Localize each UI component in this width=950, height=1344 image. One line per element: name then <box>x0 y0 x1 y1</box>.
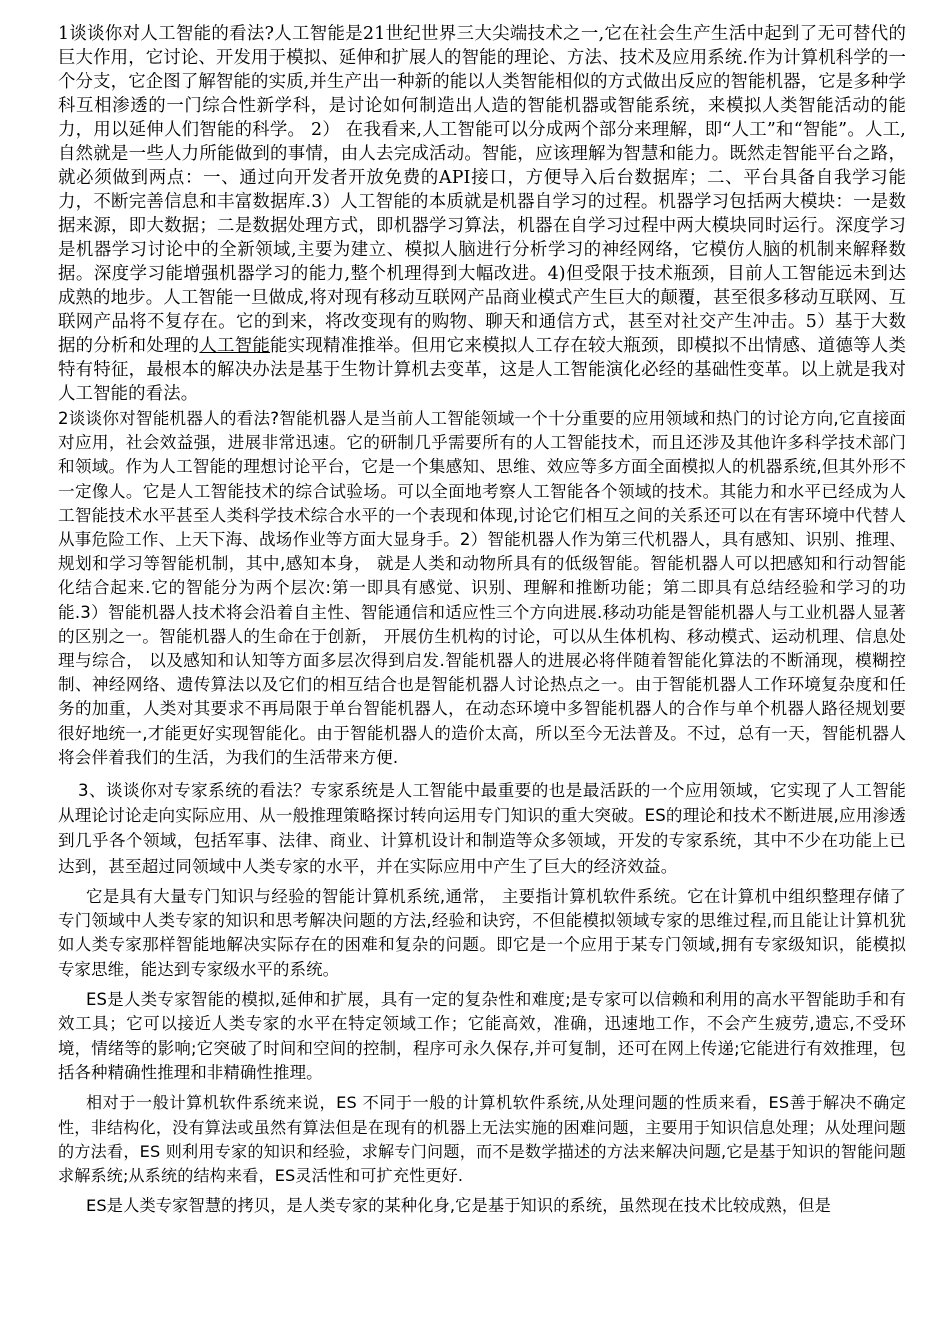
paragraph-intelligent-robot: 2谈谈你对智能机器人的看法?智能机器人是当前人工智能领域一个十分重要的应用领域和热门的讨论方向,它直接面对应用，社会效益强，进展非常迅速。它的研制几乎需要所有的人工智能技术，而且还涉及其他许多科学技术部门和领域。作为人工智能的理想讨论平台，它是一个集感知、思维、效应等多方面全面模拟人的机器系统,但其外形不一定像人。它是人工智能技术的综合试验场。可以全面地考察人工智能各个领域的技术。其能力和水平已经成为人工智能技术水平甚至人类科学技术综合水平的一个表现和体现,讨论它们相互之间的关系还可以在有害环境中代替人从事危险工作、上天下海、战场作业等方面大显身手。2）智能机器人作为第三代机器人，具有感知、识别、推理、规划和学习等智能机制，其中,感知本身， 就是人类和动物所具有的低级智能。智能机器人可以把感知和行动智能化结合起来.它的智能分为两个层次:第一即具有感觉、识别、理解和推断功能；第二即具有总结经验和学习的功能.3）智能机器人技术将会沿着自主性、智能通信和适应性三个方向进展.移动功能是智能机器人与工业机器人显著的区别之一。智能机器人的生命在于创新， 开展仿生机构的讨论，可以从生体机构、移动模式、运动机理、信息处理与综合， 以及感知和认知等方面多层次得到启发.智能机器人的进展必将伴随着智能化算法的不断涌现，模糊控制、神经网络、遗传算法以及它们的相互结合也是智能机器人讨论热点之一。由于智能机器人工作环境复杂度和任务的加重，人类对其要求不再局限于单台智能机器人，在动态环境中多智能机器人的合作与单个机器人路径规划要很好地统一,才能更好实现智能化。由于智能机器人的造价太高，所以至今无法普及。不过，总有一天，智能机器人将会伴着我们的生活，为我们的生活带来方便. <box>58 409 906 767</box>
paragraph-text: 能实现精准推举。但用它来模拟人工存在较大瓶颈，即模拟不出情感、道德等人类特有特征，最根本的解决办法是基于生物计算机去变革，这是人工智能演化必经的基础性变革。以上就是我对人工智能的看法。 <box>58 336 907 404</box>
paragraph-es-copy: ES是人类专家智慧的拷贝，是人类专家的某种化身,它是基于知识的系统，虽然现在技术比较成熟，但是 <box>86 1196 831 1216</box>
ai-link[interactable]: 人工智能 <box>199 336 271 356</box>
paragraph-es-characteristics: ES是人类专家智能的模拟,延伸和扩展，具有一定的复杂性和难度;是专家可以信赖和利用的高水平智能助手和有效工具；它可以接近人类专家的水平在特定领域工作；它能高效，准确，迅速地工作，不会产生疲劳,遗忘,不受环境，情绪等的影响;它突破了时间和空间的控制，程序可永久保存,并可复制，还可在网上传递;它能进行有效推理，包括各种精确性推理和非精确性推理。 <box>58 990 906 1082</box>
paragraph-text: 1谈谈你对人工智能的看法?人工智能是21世纪世界三大尖端技术之一,它在社会生产生活中起到了无可替代的巨大作用，它讨论、开发用于模拟、延伸和扩展人的智能的理论、方法、技术及应用系统.作为计算机科学的一个分支，它企图了解智能的实质,并生产出一种新的能以人类智能相似的方式做出反应的智能机器，它是多种学科互相渗透的一门综合性新学科，是讨论如何制造出人造的智能机器或智能系统，来模拟人类智能活动的能力，用以延伸人们智能的科学。 2） 在我看来,人工智能可以分成两个部分来理解，即“人工”和“智能”。人工,自然就是一些人力所能做到的事情，由人去完成活动。智能，应该理解为智慧和能力。既然走智能平台之路，就必须做到两点：一、通过向开发者开放免费的API接口，方便导入后台数据库；二、平台具备自我学习能力，不断完善信息和丰富数据库.3）人工智能的本质就是机器自学习的过程。机器学习包括两大模块：一是数据来源，即大数据；二是数据处理方式，即机器学习算法，机器在自学习过程中两大模块同时运行。深度学习是机器学习讨论中的全新领域,主要为建立、模拟人脑进行分析学习的神经网络，它模仿人脑的机制来解释数据。深度学习能增强机器学习的能力,整个机理得到大幅改进。4)但受限于技术瓶颈，目前人工智能远未到达成熟的地步。人工智能一旦做成,将对现有移动互联网产品商业模式产生巨大的颠覆，甚至很多移动互联网、互联网产品将不复存在。它的到来，将改变现有的购物、聊天和通信方式，甚至对社交产生冲击。5）基于大数据的分析和处理的 <box>58 24 906 356</box>
paragraph-es-comparison: 相对于一般计算机软件系统来说，ES 不同于一般的计算机软件系统,从处理问题的性质来看，ES善于解决不确定性，非结构化，没有算法或虽然有算法但是在现有的机器上无法实施的困难问题，主要用于知识信息处理；从处理问题的方法看，ES 则利用专家的知识和经验，求解专门问题，而不是数学描述的方法来解决问题,它是基于知识的智能问题求解系统;从系统的结构来看，ES灵活性和可扩充性更好. <box>58 1093 906 1186</box>
paragraph-expert-system: 3、谈谈你对专家系统的看法？专家系统是人工智能中最重要的也是最活跃的一个应用领域，它实现了人工智能从理论讨论走向实际应用、从一般推理策略探讨转向运用专门知识的重大突破。ES的理论和技术不断进展,应用渗透到几乎各个领域，包括军事、法律、商业、计算机设计和制造等众多领域，开发的专家系统，其中不少在功能上已达到，甚至超过同领域中人类专家的水平，并在实际应用中产生了巨大的经济效益。 <box>58 781 906 876</box>
paragraph-artificial-intelligence <box>58 22 906 406</box>
paragraph-expert-system-definition: 它是具有大量专门知识与经验的智能计算机系统,通常， 主要指计算机软件系统。它在计算机中组织整理存储了专门领域中人类专家的知识和思考解决问题的方法,经验和诀窍，不但能模拟领域专家的思维过程,而且能让计算机犹如人类专家那样智能地解决实际存在的困难和复杂的问题。即它是一个应用于某专门领域,拥有专家级知识，能模拟专家思维，能达到专家级水平的系统。 <box>58 886 906 979</box>
